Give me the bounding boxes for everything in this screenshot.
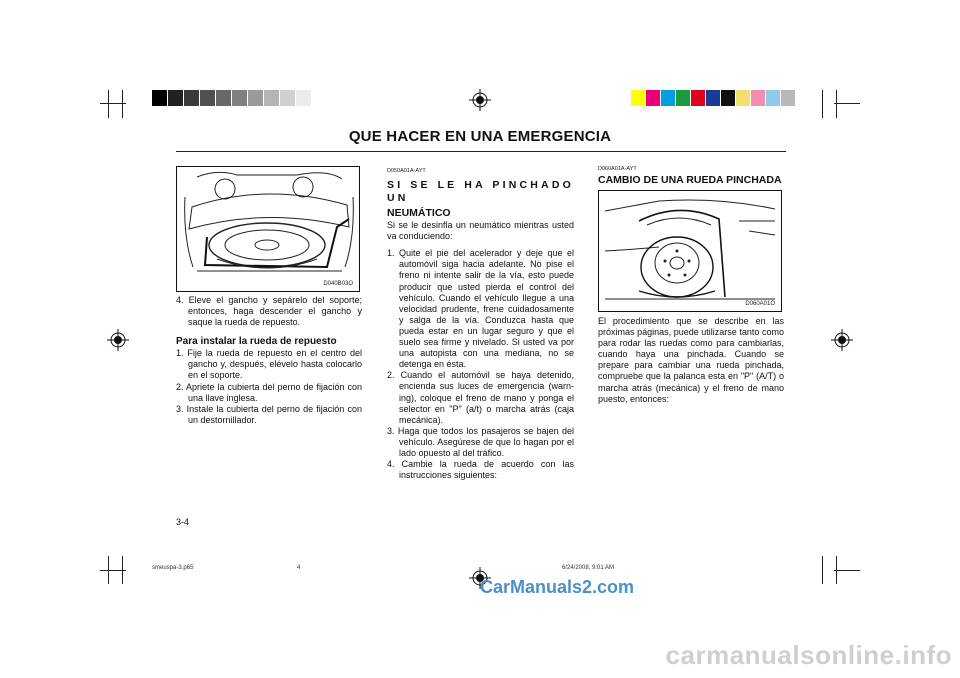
section-code: D050A01A-AYT — [387, 168, 426, 174]
color-swatch — [631, 90, 646, 106]
color-swatch — [721, 90, 736, 106]
color-swatch — [691, 90, 706, 106]
crop-mark — [822, 556, 823, 584]
color-swatch — [646, 90, 661, 106]
cmyk-color-bar — [631, 90, 796, 106]
crop-mark — [122, 90, 123, 118]
list-item: 4. Cambie la rueda de acuerdo con las instrucciones siguientes: — [387, 459, 574, 481]
page-number: 3-4 — [176, 517, 190, 527]
section-heading-continued: NEUMÁTICO — [387, 207, 451, 220]
color-swatch — [152, 90, 168, 106]
color-swatch — [200, 90, 216, 106]
color-swatch — [706, 90, 721, 106]
crop-mark — [834, 570, 860, 571]
color-swatch — [766, 90, 781, 106]
color-swatch — [216, 90, 232, 106]
color-swatch — [184, 90, 200, 106]
section-heading: SI SE LE HA PINCHADO UN — [387, 179, 574, 205]
crop-mark — [100, 103, 126, 104]
right-column-body — [598, 316, 784, 405]
list-item: 2. Apriete la cubierta del perno de fijación con una llave inglesa. — [176, 381, 362, 403]
list-item: 4. Eleve el gancho y sepárelo del soporte; entonces, haga descender el gancho y saque la rueda de repuesto. — [176, 295, 362, 328]
color-swatch — [736, 90, 751, 106]
crop-mark — [834, 103, 860, 104]
brand-logo[interactable]: CarManuals2.com — [480, 577, 635, 597]
list-item: 3. Instale la cubierta del perno de fijación con un destornillador. — [176, 403, 362, 425]
flat-tire-figure — [598, 190, 782, 312]
list-item: 1. Fije la rueda de repuesto en el centro del gancho y, después, elévelo hasta colocarlo en el soporte. — [176, 348, 362, 381]
color-swatch — [248, 90, 264, 106]
registration-mark-icon — [107, 329, 129, 351]
crop-mark — [822, 90, 823, 118]
intro-text: Si se le desinfla un neumático mientras usted va conduciendo: — [387, 220, 574, 242]
spare-tire-figure — [176, 166, 360, 292]
section-code: D060A01A-AYT — [598, 166, 637, 172]
figure-code: D060A01O — [745, 301, 775, 307]
color-swatch — [676, 90, 691, 106]
registration-mark-icon — [831, 329, 853, 351]
right-column-header — [598, 166, 788, 187]
title-rule — [176, 151, 786, 152]
grayscale-color-bar — [152, 90, 312, 106]
flat-tire-illustration — [599, 191, 781, 311]
color-swatch — [296, 90, 312, 106]
registration-mark-icon — [469, 89, 491, 111]
color-swatch — [781, 90, 796, 106]
body-text: El procedimiento que se describe en las próximas páginas, puede utilizarse tanto como para rodar las ruedas como para cambiarlas, cuando haya una pinchada. Cuando se prepare para cambiar una rueda pinchada, compruebe que la palanca esta en "P" (A/T) o marcha atrás (mecánica) y el freno de mano puesto, entonces: — [598, 316, 784, 404]
color-swatch — [264, 90, 280, 106]
color-swatch — [751, 90, 766, 106]
crop-mark — [100, 570, 126, 571]
crop-mark — [836, 90, 837, 118]
color-swatch — [661, 90, 676, 106]
color-swatch — [168, 90, 184, 106]
middle-column — [387, 166, 574, 481]
footer-filename: smeuspa-3.p65 — [152, 565, 194, 571]
color-swatch — [232, 90, 248, 106]
spare-tire-illustration — [177, 167, 359, 291]
watermark: carmanualsonline.info — [665, 640, 952, 670]
section-heading: CAMBIO DE UNA RUEDA PINCHADA — [598, 174, 782, 186]
left-column — [176, 295, 362, 426]
footer-timestamp: 6/24/2008, 9:01 AM — [562, 565, 615, 571]
color-swatch — [280, 90, 296, 106]
list-item: 1. Quite el pie del acelerador y deje que el automóvil siga hacia adelante. No pise el freno ni intente salir de la vía, esto puede producir que usted pierda el control del vehículo. Cuando el vehículo llegue a una velocidad prudente, frene cuidadosamente y salga de la vía. Conduzca hasta que pueda estar en un lugar seguro y que el suelo sea firme y nivelado. Si usted va por una autopista con una mediana, no se detenga en ésta. — [387, 248, 574, 370]
page-title: QUE HACER EN UNA EMERGENCIA — [348, 128, 612, 145]
list-item: 2. Cuando el automóvil se haya detenido, encienda sus luces de emergencia (warn-ing), coloque el freno de mano y ponga el selector en "P" (a/t) o marcha atrás (caja mecánica). — [387, 370, 574, 425]
section-subheading: Para instalar la rueda de repuesto — [176, 336, 337, 348]
crop-mark — [108, 90, 109, 118]
footer-page: 4 — [297, 565, 301, 571]
figure-code: D040B03O — [323, 281, 353, 287]
list-item: 3. Haga que todos los pasajeros se bajen del vehículo. Asegúrese de que lo hagan por el lado opuesto al del tráfico. — [387, 425, 574, 458]
